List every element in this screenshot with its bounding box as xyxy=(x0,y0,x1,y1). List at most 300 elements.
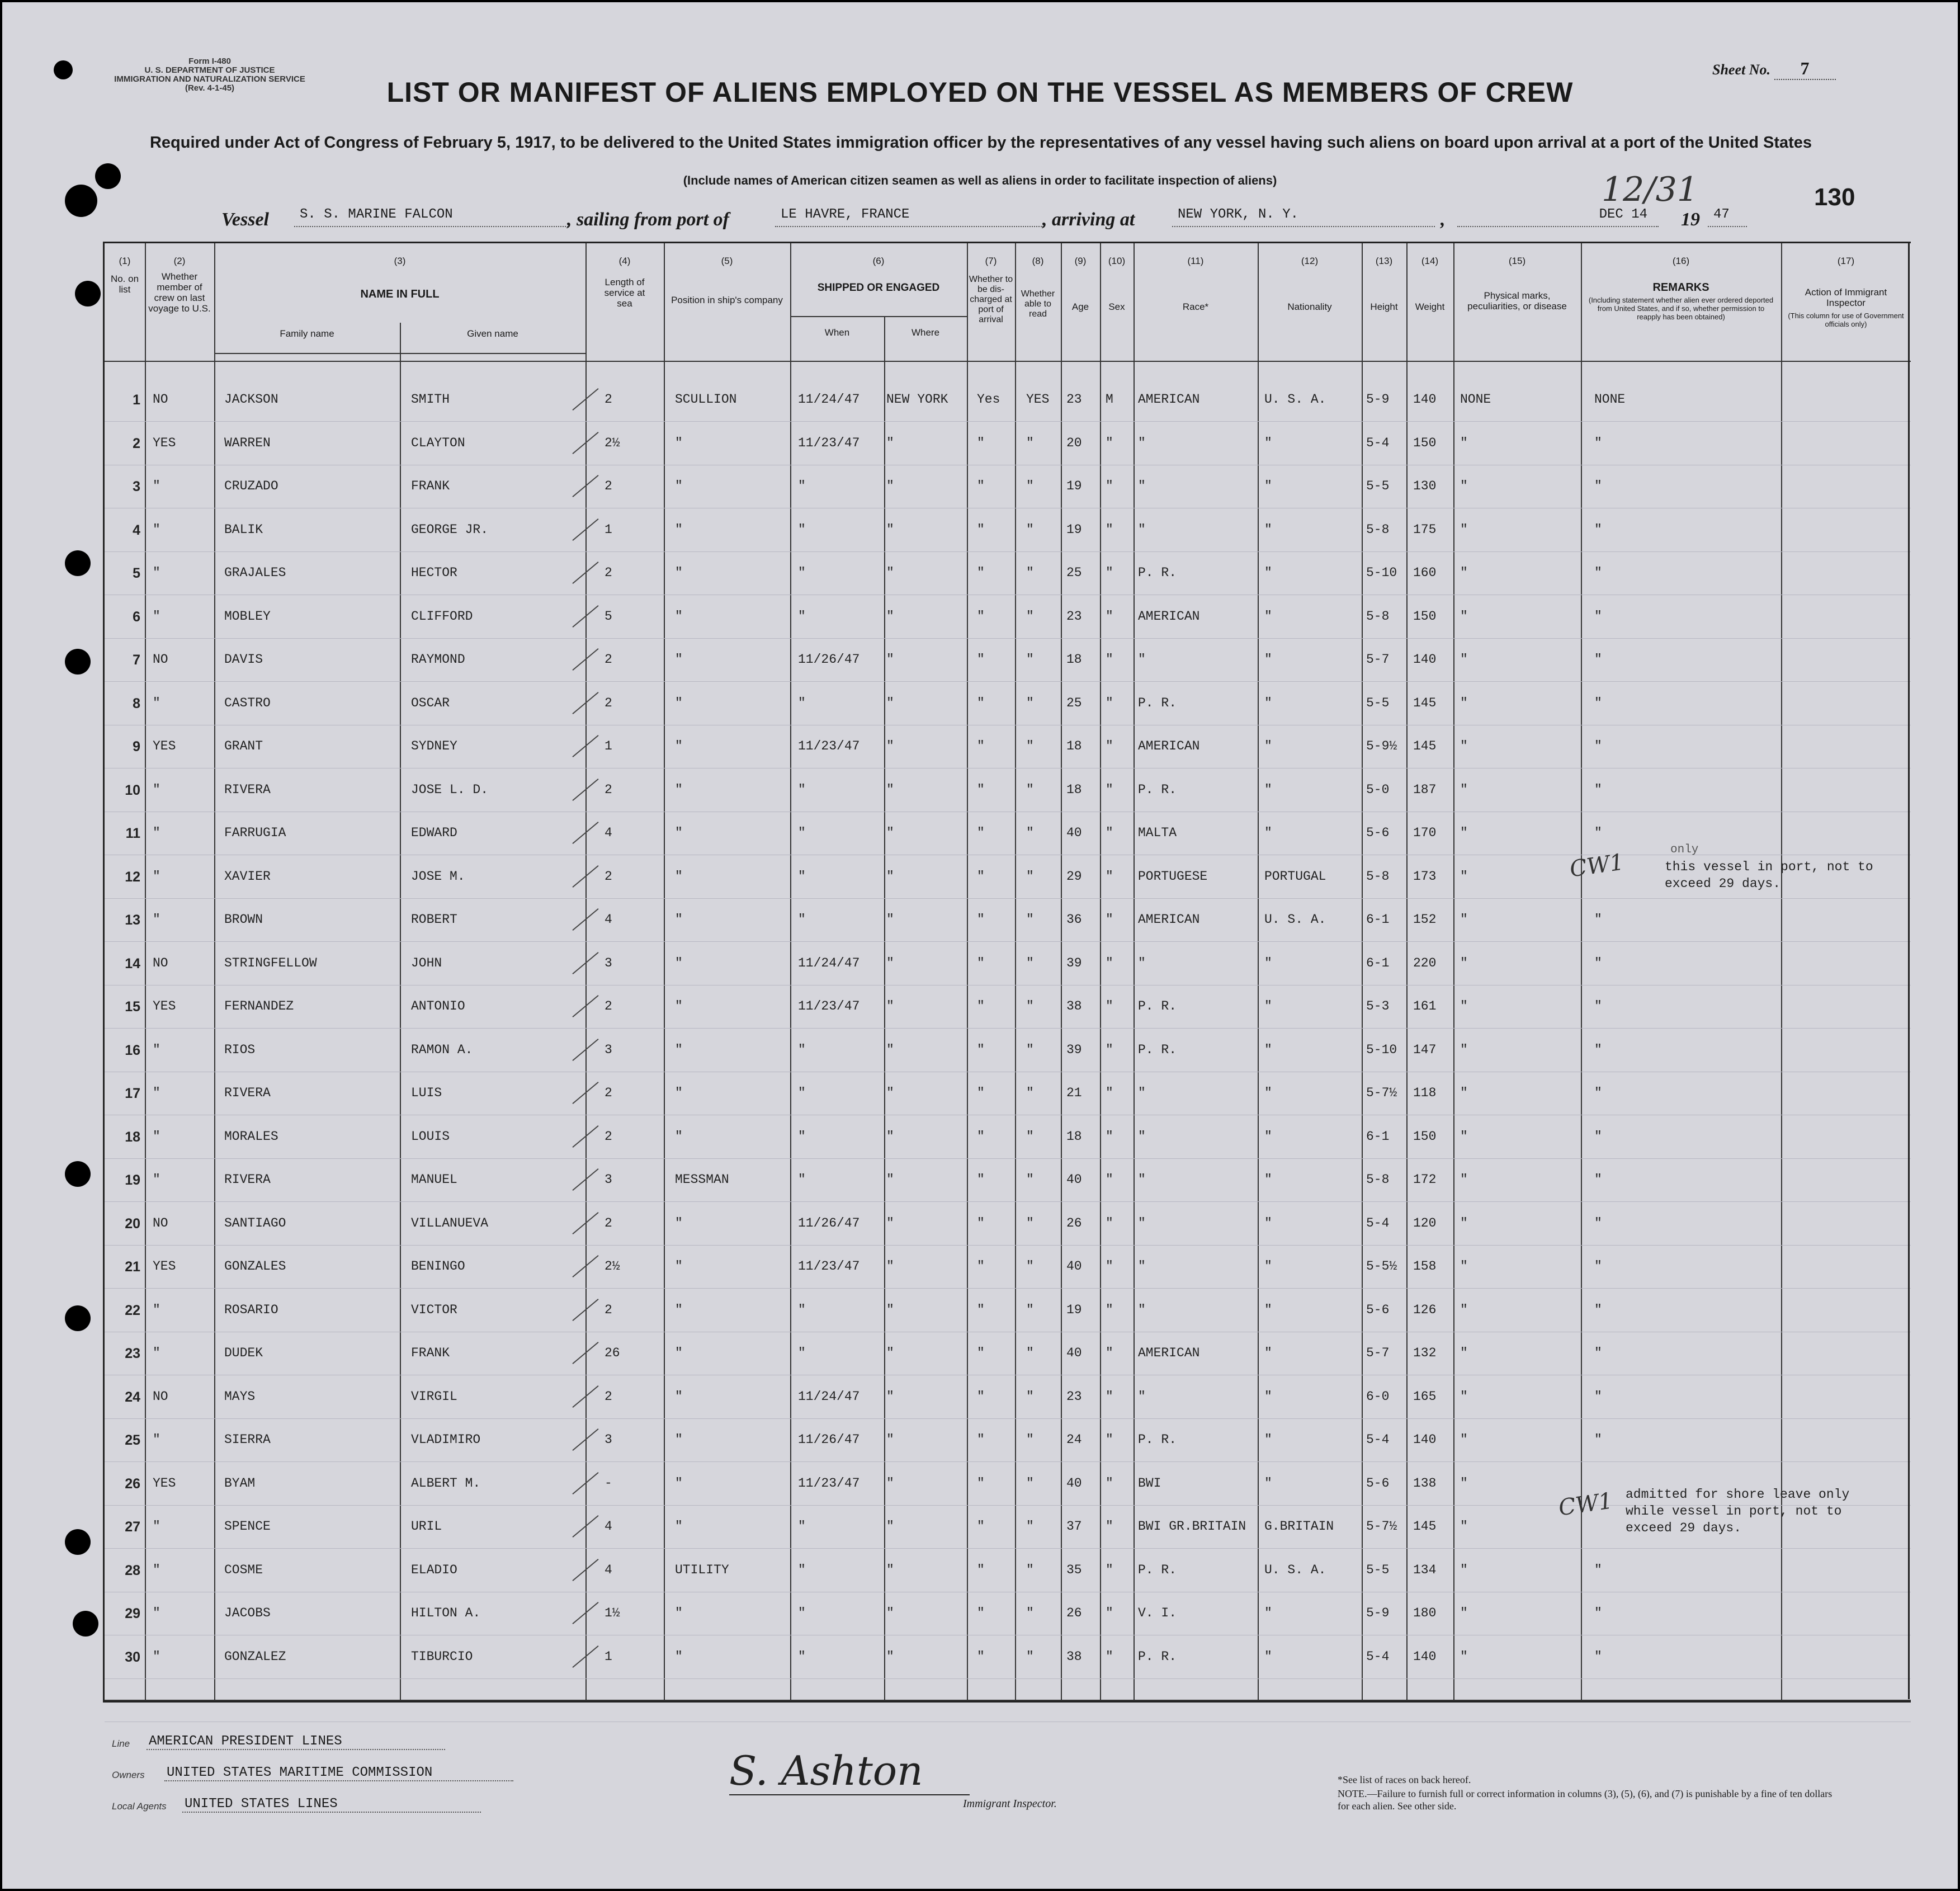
cell-sex: " xyxy=(1106,1302,1113,1317)
cell-marks: " xyxy=(1460,1432,1468,1447)
cell-position: " xyxy=(675,435,683,450)
cell-race: P. R. xyxy=(1138,1042,1177,1057)
cell-read: " xyxy=(1026,695,1034,710)
cell-race: " xyxy=(1138,1302,1146,1317)
cell-marks: " xyxy=(1460,1042,1468,1057)
cell-sex: " xyxy=(1106,1519,1113,1534)
cell-nationality: " xyxy=(1264,652,1272,667)
cell-remarks: " xyxy=(1594,1086,1602,1100)
cell-crew: " xyxy=(153,1129,160,1144)
line-value: AMERICAN PRESIDENT LINES xyxy=(147,1734,445,1750)
cell-race: " xyxy=(1138,522,1146,537)
cell-crew: " xyxy=(153,869,160,884)
cell-remarks: " xyxy=(1594,609,1602,624)
cell-read: " xyxy=(1026,1086,1034,1100)
cell-when: " xyxy=(798,912,806,927)
cell-where: " xyxy=(886,1346,894,1360)
cell-where: " xyxy=(886,1042,894,1057)
vessel-field: S. S. MARINE FALCON xyxy=(294,207,568,227)
col-sex: Sex xyxy=(1108,301,1125,312)
cell-no: 27 xyxy=(125,1519,140,1535)
cell-marks: " xyxy=(1460,609,1468,624)
cell-nationality: " xyxy=(1264,826,1272,840)
cell-no: 28 xyxy=(125,1562,140,1578)
cell-service: 2 xyxy=(604,1129,612,1144)
cell-no: 7 xyxy=(133,652,140,668)
cell-read: " xyxy=(1026,1259,1034,1274)
cell-marks: " xyxy=(1460,1172,1468,1187)
cell-marks: " xyxy=(1460,739,1468,753)
cell-where: NEW YORK xyxy=(886,392,948,407)
cell-weight: 160 xyxy=(1413,565,1437,580)
cell-remarks: " xyxy=(1594,826,1602,840)
cell-where: " xyxy=(886,1129,894,1144)
cell-position: " xyxy=(675,1259,683,1274)
cell-height: 5-5½ xyxy=(1366,1259,1397,1274)
cell-service: 2 xyxy=(604,1302,612,1317)
cell-discharged: " xyxy=(977,739,985,753)
cell-weight: 161 xyxy=(1413,999,1437,1013)
cell-crew: " xyxy=(153,912,160,927)
cell-age: 18 xyxy=(1066,782,1082,797)
cell-service: 2 xyxy=(604,652,612,667)
cell-when: " xyxy=(798,1346,806,1360)
cell-remarks: " xyxy=(1594,1649,1602,1664)
col-physical-marks: Physical marks, peculiarities, or disease xyxy=(1467,290,1567,312)
cell-race: " xyxy=(1138,1215,1146,1230)
cell-age: 38 xyxy=(1066,1649,1082,1664)
cell-weight: 170 xyxy=(1413,826,1437,840)
cell-when: " xyxy=(798,869,806,884)
cell-discharged: " xyxy=(977,1519,985,1534)
col-remarks-note: (Including statement whether alien ever ordered deported from United States, and if so, whether permission to reapply has been obtained) xyxy=(1588,296,1774,321)
cell-remarks: " xyxy=(1594,1389,1602,1404)
cell-crew: NO xyxy=(153,1389,168,1404)
cell-race: PORTUGESE xyxy=(1138,869,1208,884)
cell-crew: YES xyxy=(153,739,176,753)
cell-read: " xyxy=(1026,1562,1034,1577)
cell-discharged: " xyxy=(977,1042,985,1057)
col-weight: Weight xyxy=(1415,301,1445,312)
col-shipped-engaged: SHIPPED OR ENGAGED xyxy=(817,282,940,294)
cell-read: " xyxy=(1026,1649,1034,1664)
cell-given: HECTOR xyxy=(411,565,457,580)
cell-marks: " xyxy=(1460,435,1468,450)
cell-race: BWI GR.BRITAIN xyxy=(1138,1519,1246,1534)
cell-age: 25 xyxy=(1066,695,1082,710)
stamp-number: 130 xyxy=(1814,183,1855,211)
cell-race: P. R. xyxy=(1138,1432,1177,1447)
cell-age: 39 xyxy=(1066,955,1082,970)
year-field: 47 xyxy=(1708,207,1747,227)
cell-family: FERNANDEZ xyxy=(224,999,294,1013)
cell-position: " xyxy=(675,695,683,710)
cell-crew: " xyxy=(153,609,160,624)
cell-service: 2 xyxy=(604,1389,612,1404)
cell-weight: 132 xyxy=(1413,1346,1437,1360)
cell-service: - xyxy=(604,1475,612,1491)
remark-mark-r27: CW1 xyxy=(1557,1488,1614,1521)
cell-read: " xyxy=(1026,1172,1034,1187)
cell-height: 5-6 xyxy=(1366,1475,1390,1491)
cell-no: 15 xyxy=(125,999,140,1015)
cell-height: 5-4 xyxy=(1366,1649,1390,1664)
cell-position: " xyxy=(675,1519,683,1534)
cell-sex: " xyxy=(1106,1562,1113,1577)
cell-when: " xyxy=(798,1302,806,1317)
cell-weight: 126 xyxy=(1413,1302,1437,1317)
cell-family: XAVIER xyxy=(224,869,271,884)
cell-read: " xyxy=(1026,652,1034,667)
cell-nationality: " xyxy=(1264,1086,1272,1100)
cell-age: 26 xyxy=(1066,1606,1082,1620)
cell-nationality: U. S. A. xyxy=(1264,912,1326,927)
cell-race: " xyxy=(1138,1389,1146,1404)
cell-family: SANTIAGO xyxy=(224,1215,286,1230)
remark-note-r12: this vessel in port, not to exceed 29 days. xyxy=(1665,860,1873,891)
cell-nationality: U. S. A. xyxy=(1264,1562,1326,1577)
cell-no: 22 xyxy=(125,1302,140,1318)
cell-family: CASTRO xyxy=(224,695,271,710)
cell-family: ROSARIO xyxy=(224,1302,278,1317)
inspector-label: Immigrant Inspector. xyxy=(963,1798,1057,1810)
cell-where: " xyxy=(886,1172,894,1187)
cell-service: 1½ xyxy=(604,1606,620,1620)
cell-family: RIVERA xyxy=(224,782,271,797)
cell-where: " xyxy=(886,609,894,624)
cell-service: 3 xyxy=(604,1172,612,1187)
cell-marks: " xyxy=(1460,652,1468,667)
cell-weight: 140 xyxy=(1413,1649,1437,1664)
cell-position: " xyxy=(675,1302,683,1317)
cell-when: " xyxy=(798,695,806,710)
cell-no: 16 xyxy=(125,1042,140,1058)
cell-nationality: " xyxy=(1264,955,1272,970)
cell-marks: " xyxy=(1460,999,1468,1013)
cell-no: 18 xyxy=(125,1129,140,1145)
col-length-of-service: Length of service at sea xyxy=(604,277,645,309)
cell-height: 5-4 xyxy=(1366,1432,1390,1447)
cell-read: " xyxy=(1026,435,1034,450)
cell-weight: 158 xyxy=(1413,1259,1437,1274)
cell-where: " xyxy=(886,1649,894,1664)
cell-nationality: U. S. A. xyxy=(1264,392,1326,407)
cell-where: " xyxy=(886,695,894,710)
cell-given: FRANK xyxy=(411,1346,450,1360)
cell-family: MORALES xyxy=(224,1129,278,1144)
cell-when: 11/23/47 xyxy=(798,1259,860,1274)
cell-discharged: " xyxy=(977,1606,985,1620)
cell-read: " xyxy=(1026,1432,1034,1447)
cell-height: 5-5 xyxy=(1366,1562,1390,1577)
cell-discharged: " xyxy=(977,955,985,970)
cell-discharged: " xyxy=(977,826,985,840)
cell-no: 24 xyxy=(125,1389,140,1405)
cell-crew: " xyxy=(153,1519,160,1534)
cell-when: " xyxy=(798,1086,806,1100)
punch-hole xyxy=(75,281,101,306)
cell-remarks: " xyxy=(1594,479,1602,493)
cell-service: 4 xyxy=(604,1519,612,1534)
cell-marks: " xyxy=(1460,565,1468,580)
col-family-name: Family name xyxy=(280,328,334,339)
cell-nationality: " xyxy=(1264,1389,1272,1404)
cell-given: ANTONIO xyxy=(411,999,465,1013)
cell-position: MESSMAN xyxy=(675,1172,729,1187)
cell-remarks: " xyxy=(1594,1259,1602,1274)
cell-marks: " xyxy=(1460,1259,1468,1274)
punch-hole xyxy=(65,1161,91,1187)
cell-read: " xyxy=(1026,1389,1034,1404)
cell-sex: " xyxy=(1106,1086,1113,1100)
cell-discharged: " xyxy=(977,1389,985,1404)
cell-sex: " xyxy=(1106,1389,1113,1404)
cell-crew: " xyxy=(153,1302,160,1317)
cell-height: 5-4 xyxy=(1366,1215,1390,1230)
agents-label: Local Agents xyxy=(112,1801,167,1812)
cell-crew: " xyxy=(153,782,160,797)
cell-discharged: " xyxy=(977,565,985,580)
cell-marks: " xyxy=(1460,1562,1468,1577)
cell-no: 29 xyxy=(125,1606,140,1621)
cell-height: 5-8 xyxy=(1366,522,1390,537)
cell-given: LUIS xyxy=(411,1086,442,1100)
cell-read: " xyxy=(1026,1215,1034,1230)
cell-nationality: " xyxy=(1264,1302,1272,1317)
cell-position: SCULLION xyxy=(675,392,737,407)
cell-sex: " xyxy=(1106,1432,1113,1447)
cell-age: 25 xyxy=(1066,565,1082,580)
cell-crew: " xyxy=(153,1606,160,1620)
cell-remarks: " xyxy=(1594,1215,1602,1230)
cell-race: " xyxy=(1138,1129,1146,1144)
cell-crew: " xyxy=(153,1172,160,1187)
col-able-to-read: Whether able to read xyxy=(1021,289,1055,319)
cell-nationality: " xyxy=(1264,609,1272,624)
cell-discharged: " xyxy=(977,652,985,667)
cell-height: 5-8 xyxy=(1366,1172,1390,1187)
cell-family: GONZALES xyxy=(224,1259,286,1274)
cell-remarks: " xyxy=(1594,652,1602,667)
cell-family: BYAM xyxy=(224,1475,256,1491)
owners-label: Owners xyxy=(112,1770,145,1780)
cell-where: " xyxy=(886,999,894,1013)
cell-service: 2 xyxy=(604,1086,612,1100)
cell-service: 4 xyxy=(604,1562,612,1577)
cell-age: 40 xyxy=(1066,1346,1082,1360)
cell-weight: 220 xyxy=(1413,955,1437,970)
port-from-field: LE HAVRE, FRANCE xyxy=(775,207,1043,227)
cell-family: CRUZADO xyxy=(224,479,278,493)
cell-race: V. I. xyxy=(1138,1606,1177,1620)
cell-family: GONZALEZ xyxy=(224,1649,286,1664)
cell-weight: 150 xyxy=(1413,609,1437,624)
cell-weight: 145 xyxy=(1413,1519,1437,1534)
punch-hole xyxy=(73,1611,98,1637)
cell-given: SYDNEY xyxy=(411,739,457,753)
cell-race: " xyxy=(1138,1259,1146,1274)
cell-no: 8 xyxy=(133,695,140,711)
cell-family: COSME xyxy=(224,1562,263,1577)
cell-discharged: " xyxy=(977,1086,985,1100)
cell-marks: " xyxy=(1460,1649,1468,1664)
cell-discharged: " xyxy=(977,912,985,927)
cell-no: 10 xyxy=(125,782,140,798)
cell-marks: " xyxy=(1460,782,1468,797)
cell-weight: 180 xyxy=(1413,1606,1437,1620)
cell-given: VIRGIL xyxy=(411,1389,457,1404)
cell-position: UTILITY xyxy=(675,1562,729,1577)
cell-remarks: " xyxy=(1594,1562,1602,1577)
cell-sex: " xyxy=(1106,955,1113,970)
cell-position: " xyxy=(675,826,683,840)
cell-nationality: " xyxy=(1264,565,1272,580)
cell-given: JOHN xyxy=(411,955,442,970)
page-subnote: (Include names of American citizen seamen as well as aliens in order to facilitate inspection of aliens) xyxy=(683,173,1277,187)
cell-weight: 150 xyxy=(1413,435,1437,450)
cell-weight: 152 xyxy=(1413,912,1437,927)
cell-where: " xyxy=(886,1259,894,1274)
cell-crew: " xyxy=(153,522,160,537)
cell-age: 19 xyxy=(1066,1302,1082,1317)
cell-height: 5-10 xyxy=(1366,1042,1397,1057)
cell-when: 11/23/47 xyxy=(798,999,860,1013)
cell-service: 2 xyxy=(604,565,612,580)
cell-discharged: " xyxy=(977,435,985,450)
cell-nationality: G.BRITAIN xyxy=(1264,1519,1334,1534)
cell-remarks: " xyxy=(1594,435,1602,450)
cell-where: " xyxy=(886,782,894,797)
cell-read: " xyxy=(1026,1129,1034,1144)
cell-family: GRAJALES xyxy=(224,565,286,580)
cell-position: " xyxy=(675,652,683,667)
cell-service: 1 xyxy=(604,1649,612,1664)
cell-position: " xyxy=(675,999,683,1013)
cell-position: " xyxy=(675,1346,683,1360)
cell-no: 5 xyxy=(133,565,140,581)
cell-position: " xyxy=(675,522,683,537)
cell-when: " xyxy=(798,1129,806,1144)
cell-when: 11/24/47 xyxy=(798,392,860,407)
inspector-signature: S. Ashton xyxy=(729,1747,970,1795)
cell-height: 5-8 xyxy=(1366,609,1390,624)
cell-when: 11/24/47 xyxy=(798,955,860,970)
cell-weight: 150 xyxy=(1413,1129,1437,1144)
cell-nationality: " xyxy=(1264,1475,1272,1491)
col-where: Where xyxy=(911,327,940,338)
cell-height: 5-8 xyxy=(1366,869,1390,884)
cell-service: 2 xyxy=(604,999,612,1013)
cell-when: " xyxy=(798,1562,806,1577)
cell-given: MANUEL xyxy=(411,1172,457,1187)
cell-race: " xyxy=(1138,652,1146,667)
cell-family: JACKSON xyxy=(224,392,278,407)
cell-discharged: " xyxy=(977,1172,985,1187)
cell-family: RIOS xyxy=(224,1042,256,1057)
cell-race: " xyxy=(1138,1086,1146,1100)
cell-family: SIERRA xyxy=(224,1432,271,1447)
cell-discharged: " xyxy=(977,1432,985,1447)
cell-weight: 165 xyxy=(1413,1389,1437,1404)
punch-hole xyxy=(65,550,91,576)
cell-no: 11 xyxy=(125,826,140,841)
cell-where: " xyxy=(886,479,894,493)
cell-height: 5-4 xyxy=(1366,435,1390,450)
cell-discharged: Yes xyxy=(977,392,1000,407)
manifest-sheet xyxy=(2,2,1958,1889)
cell-marks: " xyxy=(1460,1519,1468,1534)
cell-nationality: " xyxy=(1264,1129,1272,1144)
cell-read: " xyxy=(1026,955,1034,970)
cell-no: 19 xyxy=(125,1172,140,1188)
cell-service: 1 xyxy=(604,522,612,537)
cell-sex: " xyxy=(1106,1259,1113,1274)
cell-race: " xyxy=(1138,1172,1146,1187)
cell-height: 5-7½ xyxy=(1366,1086,1397,1100)
cell-family: RIVERA xyxy=(224,1086,271,1100)
cell-remarks: " xyxy=(1594,739,1602,753)
cell-read: " xyxy=(1026,1519,1034,1534)
cell-height: 6-1 xyxy=(1366,912,1390,927)
port-to-field: NEW YORK, N. Y. xyxy=(1172,207,1435,227)
cell-given: VICTOR xyxy=(411,1302,457,1317)
cell-sex: " xyxy=(1106,869,1113,884)
cell-no: 4 xyxy=(133,522,140,538)
cell-sex: " xyxy=(1106,1129,1113,1144)
cell-where: " xyxy=(886,955,894,970)
col-age: Age xyxy=(1071,301,1089,312)
cell-race: " xyxy=(1138,955,1146,970)
cell-sex: " xyxy=(1106,1346,1113,1360)
cell-race: AMERICAN xyxy=(1138,739,1200,753)
cell-where: " xyxy=(886,652,894,667)
vessel-line xyxy=(221,207,1759,235)
cell-discharged: " xyxy=(977,479,985,493)
cell-weight: 130 xyxy=(1413,479,1437,493)
cell-age: 18 xyxy=(1066,739,1082,753)
cell-age: 39 xyxy=(1066,1042,1082,1057)
punch-hole xyxy=(65,1529,91,1555)
cell-nationality: PORTUGAL xyxy=(1264,869,1326,884)
cell-weight: 145 xyxy=(1413,695,1437,710)
cell-crew: YES xyxy=(153,1259,176,1274)
cell-given: BENINGO xyxy=(411,1259,465,1274)
cell-sex: " xyxy=(1106,1172,1113,1187)
cell-given: FRANK xyxy=(411,479,450,493)
cell-height: 5-0 xyxy=(1366,782,1390,797)
cell-marks: " xyxy=(1460,1389,1468,1404)
cell-crew: " xyxy=(153,1346,160,1360)
cell-marks: " xyxy=(1460,1086,1468,1100)
cell-height: 5-5 xyxy=(1366,695,1390,710)
cell-where: " xyxy=(886,1475,894,1491)
cell-race: P. R. xyxy=(1138,1562,1177,1577)
cell-nationality: " xyxy=(1264,1215,1272,1230)
cell-when: 11/23/47 xyxy=(798,739,860,753)
cell-crew: " xyxy=(153,565,160,580)
cell-service: 3 xyxy=(604,955,612,970)
col-no: No. on list xyxy=(110,273,139,295)
cell-age: 23 xyxy=(1066,392,1082,407)
cell-crew: NO xyxy=(153,392,168,407)
cell-discharged: " xyxy=(977,1302,985,1317)
cell-discharged: " xyxy=(977,869,985,884)
cell-crew: " xyxy=(153,1042,160,1057)
cell-given: JOSE M. xyxy=(411,869,465,884)
cell-sex: " xyxy=(1106,435,1113,450)
cell-when: " xyxy=(798,1606,806,1620)
cell-no: 30 xyxy=(125,1649,140,1665)
